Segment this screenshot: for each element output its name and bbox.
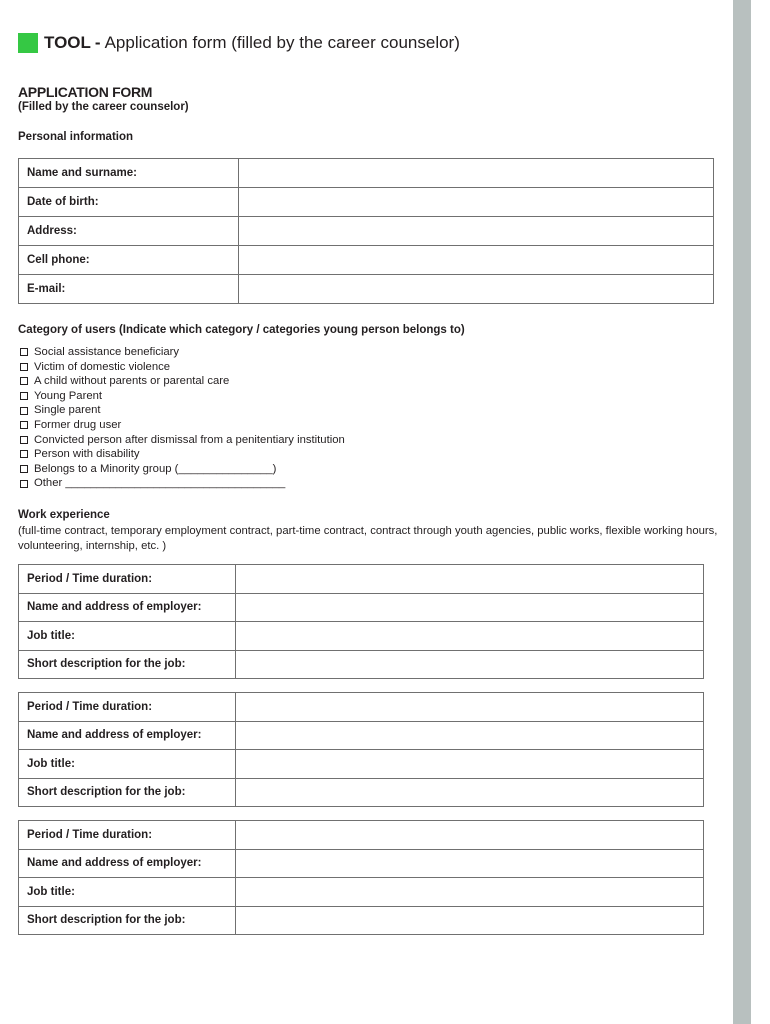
category-option-label: Former drug user: [34, 418, 122, 431]
category-option-label: Victim of domestic violence: [34, 360, 171, 373]
table-row: [19, 906, 704, 935]
category-option[interactable]: [18, 433, 345, 448]
category-option-label: Belongs to a Minority group (_______________): [34, 462, 277, 475]
category-option-label: Other ___________________________________: [34, 477, 286, 490]
employer-field[interactable]: [236, 721, 704, 750]
field-label: Name and address of employer:: [19, 849, 236, 878]
field-label: Short description for the job:: [19, 778, 236, 807]
field-label: Period / Time duration:: [19, 565, 236, 594]
category-option[interactable]: [18, 374, 345, 389]
employer-field[interactable]: [236, 593, 704, 622]
checkbox-icon[interactable]: [20, 480, 28, 488]
personal-info-table: [18, 158, 714, 304]
table-row: [19, 721, 704, 750]
category-checklist: [18, 345, 345, 491]
checkbox-icon[interactable]: [20, 436, 28, 444]
checkbox-icon[interactable]: [20, 450, 28, 458]
checkbox-icon[interactable]: [20, 348, 28, 356]
form-title: APPLICATION FORM: [18, 84, 153, 100]
category-heading: Category of users (Indicate which category / categories young person belongs to): [18, 324, 465, 336]
job-description-field[interactable]: [236, 650, 704, 679]
personal-info-heading: Personal information: [18, 131, 134, 143]
form-subtitle: (Filled by the career counselor): [18, 101, 189, 113]
job-description-field[interactable]: [236, 778, 704, 807]
work-experience-table-1: [18, 564, 704, 679]
table-row: [19, 622, 704, 651]
period-field[interactable]: [236, 693, 704, 722]
category-option[interactable]: [18, 389, 345, 404]
job-description-field[interactable]: [236, 906, 704, 935]
table-row: [19, 159, 714, 188]
category-option[interactable]: [18, 476, 345, 491]
work-experience-description: (full-time contract, temporary employment contract, part-time contract, contract through youth agencies, public works, flexible working hours, volunteering, internship, etc. ): [18, 525, 718, 552]
tool-subtitle: Application form (filled by the career counselor): [104, 33, 460, 52]
category-option[interactable]: [18, 360, 345, 375]
checkbox-icon[interactable]: [20, 465, 28, 473]
table-row: [19, 750, 704, 779]
table-row: [19, 849, 704, 878]
checkbox-icon[interactable]: [20, 421, 28, 429]
field-label: Name and address of employer:: [19, 593, 236, 622]
field-label: Job title:: [19, 750, 236, 779]
checkbox-icon[interactable]: [20, 392, 28, 400]
green-square-icon: [18, 33, 38, 53]
field-label: Job title:: [19, 622, 236, 651]
category-option-label: Social assistance beneficiary: [34, 346, 180, 358]
checkbox-icon[interactable]: [20, 407, 28, 415]
field-label: Date of birth:: [19, 188, 239, 217]
tool-header: [18, 33, 460, 53]
date-of-birth-field[interactable]: [239, 188, 714, 217]
table-row: [19, 217, 714, 246]
period-field[interactable]: [236, 565, 704, 594]
side-color-bar: [733, 0, 751, 1024]
field-label: Job title:: [19, 878, 236, 907]
checkbox-icon[interactable]: [20, 363, 28, 371]
field-label: Name and address of employer:: [19, 721, 236, 750]
category-option-label: A child without parents or parental care: [34, 375, 230, 388]
field-label: Period / Time duration:: [19, 693, 236, 722]
address-field[interactable]: [239, 217, 714, 246]
email-field[interactable]: [239, 275, 714, 304]
name-surname-field[interactable]: [239, 159, 714, 188]
category-option-label: Person with disability: [34, 448, 140, 461]
category-option-label: Convicted person after dismissal from a penitentiary institution: [34, 433, 345, 446]
table-row: [19, 878, 704, 907]
field-label: Short description for the job:: [19, 650, 236, 679]
category-option[interactable]: [18, 345, 345, 360]
employer-field[interactable]: [236, 849, 704, 878]
category-option-label: Single parent: [34, 404, 101, 417]
field-label: Name and surname:: [19, 159, 239, 188]
category-option[interactable]: [18, 447, 345, 462]
field-label: Period / Time duration:: [19, 821, 236, 850]
table-row: [19, 565, 704, 594]
table-row: [19, 778, 704, 807]
work-experience-table-2: [18, 692, 704, 807]
tool-dash: -: [94, 33, 101, 52]
category-option[interactable]: [18, 418, 345, 433]
field-label: Short description for the job:: [19, 906, 236, 935]
table-row: [19, 593, 704, 622]
job-title-field[interactable]: [236, 878, 704, 907]
work-experience-table-3: [18, 820, 704, 935]
category-option-label: Young Parent: [34, 389, 103, 402]
table-row: [19, 693, 704, 722]
table-row: [19, 246, 714, 275]
category-option[interactable]: [18, 403, 345, 418]
job-title-field[interactable]: [236, 622, 704, 651]
field-label: E-mail:: [19, 275, 239, 304]
period-field[interactable]: [236, 821, 704, 850]
table-row: [19, 650, 704, 679]
table-row: [19, 188, 714, 217]
table-row: [19, 821, 704, 850]
work-experience-heading: Work experience: [18, 509, 110, 521]
job-title-field[interactable]: [236, 750, 704, 779]
table-row: [19, 275, 714, 304]
field-label: Address:: [19, 217, 239, 246]
field-label: Cell phone:: [19, 246, 239, 275]
tool-label: TOOL: [44, 33, 91, 52]
checkbox-icon[interactable]: [20, 377, 28, 385]
category-option[interactable]: [18, 462, 345, 477]
cell-phone-field[interactable]: [239, 246, 714, 275]
